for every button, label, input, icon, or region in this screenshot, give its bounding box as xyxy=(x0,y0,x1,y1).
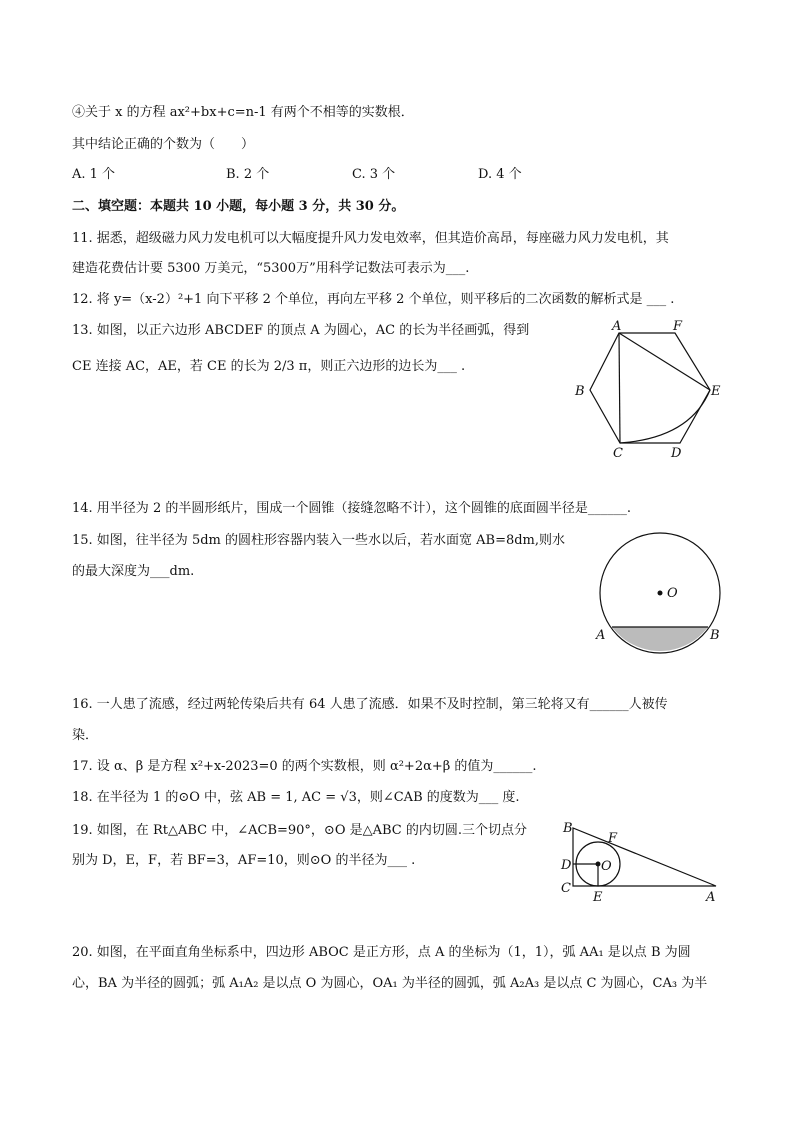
label-o: O xyxy=(667,586,678,601)
label-e: E xyxy=(711,384,721,399)
label-a: A xyxy=(706,890,716,905)
hexagon-figure xyxy=(565,318,735,463)
section-heading: 二、填空题：本题共 10 小题，每小题 3 分，共 30 分。 xyxy=(72,199,405,214)
label-a: A xyxy=(612,319,622,334)
question-14: 14. 用半径为 2 的半圆形纸片，围成一个圆锥（接缝忽略不计），这个圆锥的底面圆半径是______. xyxy=(72,501,631,516)
label-d: D xyxy=(671,446,682,461)
question-20-line-1: 20. 如图，在平面直角坐标系中，四边形 ABOC 是正方形，点 A 的坐标为（1，1），弧 AA₁ 是以点 B 为圆 xyxy=(72,945,691,960)
question-11-line-1: 11. 据悉，超级磁力风力发电机可以大幅度提升风力发电效率，但其造价高昂，每座磁力风力发电机，其 xyxy=(72,231,669,246)
question-20-line-2: 心，BA 为半径的圆弧；弧 A₁A₂ 是以点 O 为圆心，OA₁ 为半径的圆弧，弧 A₂A₃ 是以点 C 为圆心，CA₃ 为半 xyxy=(72,976,708,991)
label-b: B xyxy=(575,384,585,399)
label-d: D xyxy=(561,858,572,873)
cylinder-water-figure xyxy=(590,526,730,656)
label-b: B xyxy=(710,628,720,643)
question-prompt: 其中结论正确的个数为（ ） xyxy=(72,137,255,152)
label-c: C xyxy=(561,881,571,896)
question-11-line-2: 建造花费估计要 5300 万美元，“5300万”用科学记数法可表示为___. xyxy=(72,261,470,276)
question-13-line-1: 13. 如图，以正六边形 ABCDEF 的顶点 A 为圆心，AC 的长为半径画弧，得到 xyxy=(72,323,530,338)
option-c[interactable]: C. 3 个 xyxy=(352,167,396,182)
label-o: O xyxy=(601,859,612,874)
label-e: E xyxy=(593,890,603,905)
label-f: F xyxy=(673,319,683,334)
label-a: A xyxy=(596,628,606,643)
question-18: 18. 在半径为 1 的⊙O 中，弦 AB = 1, AC = √3，则∠CAB 的度数为___ 度. xyxy=(72,790,520,805)
incircle-triangle-figure xyxy=(558,818,728,908)
question-15-line-2: 的最大深度为___dm. xyxy=(72,564,195,579)
question-19-line-1: 19. 如图，在 Rt△ABC 中，∠ACB=90°，⊙O 是△ABC 的内切圆.三个切点分 xyxy=(72,823,528,838)
question-16-line-2: 染． xyxy=(72,728,99,743)
question-19-line-2: 别为 D，E，F，若 BF=3，AF=10，则⊙O 的半径为___ . xyxy=(72,853,416,868)
question-13-line-2: CE 连接 AC，AE，若 CE 的长为 2/3 π，则正六边形的边长为___ . xyxy=(72,359,466,374)
label-c: C xyxy=(613,446,623,461)
question-17: 17. 设 α、β 是方程 x²+x-2023=0 的两个实数根，则 α²+2α+β 的值为______. xyxy=(72,759,537,774)
option-a[interactable]: A. 1 个 xyxy=(72,167,116,182)
question-15-line-1: 15. 如图，往半径为 5dm 的圆柱形容器内装入一些水以后，若水面宽 AB=8dm,则水 xyxy=(72,533,566,548)
label-b: B xyxy=(563,821,573,836)
question-16-line-1: 16. 一人患了流感，经过两轮传染后共有 64 人患了流感．如果不及时控制，第三轮将又有______人被传 xyxy=(72,697,668,712)
question-12: 12. 将 y=（x-2）²+1 向下平移 2 个单位，再向左平移 2 个单位，则平移后的二次函数的解析式是 ___ . xyxy=(72,292,675,307)
statement-4: ④关于 x 的方程 ax²+bx+c=n-1 有两个不相等的实数根． xyxy=(72,105,414,120)
label-f: F xyxy=(608,831,618,846)
option-d[interactable]: D. 4 个 xyxy=(478,167,522,182)
option-b[interactable]: B. 2 个 xyxy=(226,167,270,182)
